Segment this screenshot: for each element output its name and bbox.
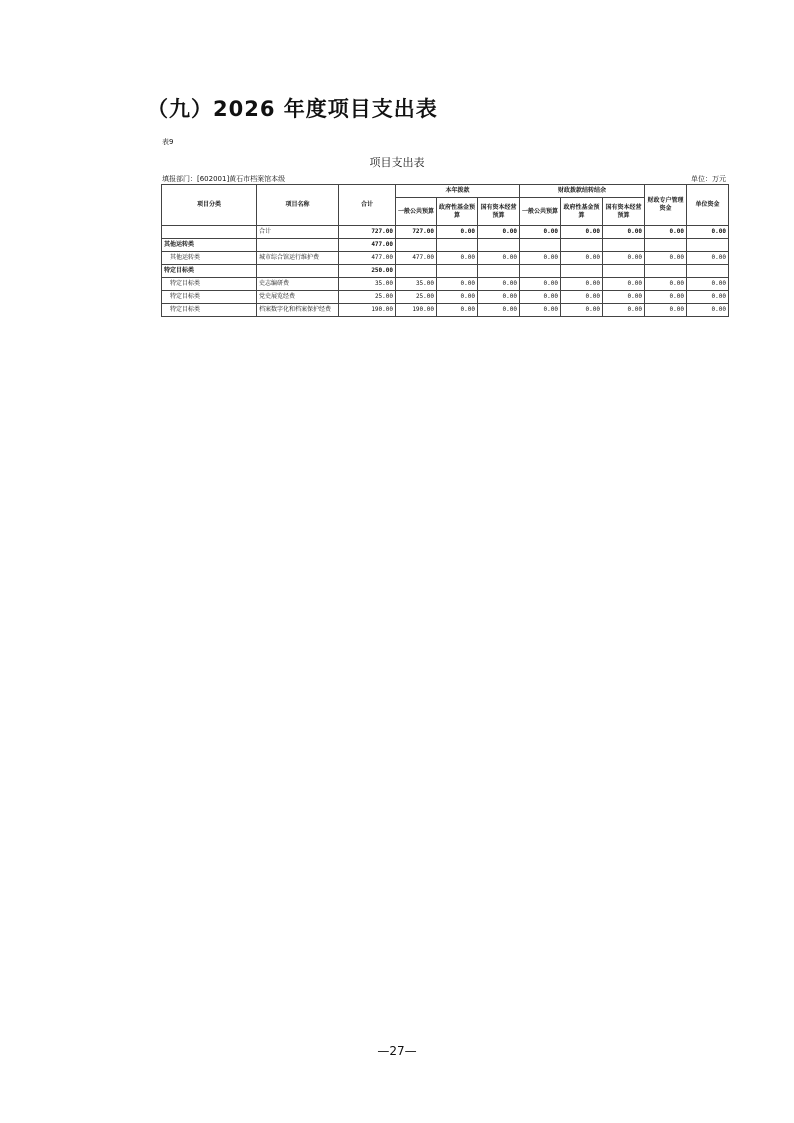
cell-value: 0.00 [437, 278, 478, 291]
cell-value: 0.00 [687, 291, 729, 304]
cell-name: 党史展览经费 [257, 291, 339, 304]
table-number: 表9 [162, 138, 174, 146]
header-carry-state-capital: 国有资本经营预算 [603, 198, 645, 226]
cell-name: 史志编研费 [257, 278, 339, 291]
cell-total: 727.00 [339, 226, 396, 239]
cell-value: 0.00 [561, 278, 603, 291]
cell-value: 0.00 [520, 226, 561, 239]
cell-total: 250.00 [339, 265, 396, 278]
header-carry-general-budget: 一般公共预算 [520, 198, 561, 226]
cell-value [437, 265, 478, 278]
header-general-budget: 一般公共预算 [396, 198, 437, 226]
table-row [162, 265, 729, 278]
project-expenditure-table [161, 184, 729, 317]
cell-value [603, 265, 645, 278]
cell-total: 477.00 [339, 252, 396, 265]
cell-value: 25.00 [396, 291, 437, 304]
cell-value [687, 265, 729, 278]
cell-value: 727.00 [396, 226, 437, 239]
cell-value [396, 265, 437, 278]
cell-value: 0.00 [437, 304, 478, 317]
header-category: 项目分类 [162, 185, 257, 226]
cell-value [603, 239, 645, 252]
table-title: 项目支出表 [369, 156, 425, 169]
cell-value: 0.00 [478, 291, 520, 304]
cell-value [478, 265, 520, 278]
cell-value: 0.00 [561, 291, 603, 304]
cell-value [520, 239, 561, 252]
unit-label: 单位：万元 [691, 175, 726, 183]
table-row [162, 239, 729, 252]
cell-value [687, 239, 729, 252]
cell-value: 0.00 [561, 252, 603, 265]
header-carry-gov-fund: 政府性基金预算 [561, 198, 603, 226]
cell-value [561, 239, 603, 252]
cell-value: 0.00 [437, 291, 478, 304]
cell-value [520, 265, 561, 278]
cell-value [645, 265, 687, 278]
cell-value: 0.00 [645, 252, 687, 265]
cell-value: 0.00 [603, 291, 645, 304]
cell-value: 0.00 [645, 226, 687, 239]
header-unit-fund: 单位资金 [687, 185, 729, 226]
cell-value: 0.00 [437, 252, 478, 265]
cell-name [257, 239, 339, 252]
cell-value: 477.00 [396, 252, 437, 265]
cell-value: 190.00 [396, 304, 437, 317]
cell-category: 其他运转类 [162, 239, 257, 252]
cell-total: 25.00 [339, 291, 396, 304]
cell-category: 特定目标类 [162, 265, 257, 278]
table-row [162, 304, 729, 317]
cell-value: 0.00 [687, 252, 729, 265]
cell-name: 城市综合馆运行维护费 [257, 252, 339, 265]
cell-value: 0.00 [603, 226, 645, 239]
cell-value: 0.00 [687, 304, 729, 317]
cell-category [162, 226, 257, 239]
cell-value: 0.00 [687, 278, 729, 291]
cell-value [437, 239, 478, 252]
header-special-fund: 财政专户管理资金 [645, 185, 687, 226]
cell-value [561, 265, 603, 278]
header-current-year: 本年拨款 [396, 185, 520, 198]
cell-value: 0.00 [478, 304, 520, 317]
cell-value: 0.00 [603, 304, 645, 317]
cell-value: 35.00 [396, 278, 437, 291]
table-row [162, 278, 729, 291]
cell-name [257, 265, 339, 278]
cell-category: 特定目标类 [162, 304, 257, 317]
cell-value: 0.00 [437, 226, 478, 239]
cell-value: 0.00 [520, 252, 561, 265]
cell-value: 0.00 [687, 226, 729, 239]
cell-value: 0.00 [645, 291, 687, 304]
cell-value: 0.00 [603, 252, 645, 265]
page-heading: （九）2026 年度项目支出表 [147, 97, 438, 121]
cell-name: 档案数字化和档案保护经费 [257, 304, 339, 317]
cell-category: 特定目标类 [162, 291, 257, 304]
cell-value: 0.00 [520, 304, 561, 317]
cell-value: 0.00 [561, 226, 603, 239]
cell-value: 0.00 [645, 304, 687, 317]
header-state-capital: 国有资本经营预算 [478, 198, 520, 226]
table-row [162, 226, 729, 239]
cell-total: 190.00 [339, 304, 396, 317]
cell-value: 0.00 [520, 278, 561, 291]
cell-value: 0.00 [478, 252, 520, 265]
cell-value [645, 239, 687, 252]
cell-category: 其他运转类 [162, 252, 257, 265]
header-total: 合计 [339, 185, 396, 226]
table-row [162, 252, 729, 265]
cell-value: 0.00 [478, 226, 520, 239]
reporting-department: 填报部门：[602001]黄石市档案馆本级 [162, 175, 286, 183]
cell-name: 合计 [257, 226, 339, 239]
header-gov-fund: 政府性基金预算 [437, 198, 478, 226]
cell-total: 477.00 [339, 239, 396, 252]
page-number: —27— [377, 1044, 417, 1058]
cell-value: 0.00 [478, 278, 520, 291]
cell-value: 0.00 [603, 278, 645, 291]
cell-value [396, 239, 437, 252]
header-name: 项目名称 [257, 185, 339, 226]
cell-value: 0.00 [561, 304, 603, 317]
cell-value: 0.00 [645, 278, 687, 291]
cell-total: 35.00 [339, 278, 396, 291]
table-row [162, 291, 729, 304]
cell-category: 特定目标类 [162, 278, 257, 291]
cell-value: 0.00 [520, 291, 561, 304]
header-carryover: 财政拨款结转结余 [520, 185, 645, 198]
cell-value [478, 239, 520, 252]
